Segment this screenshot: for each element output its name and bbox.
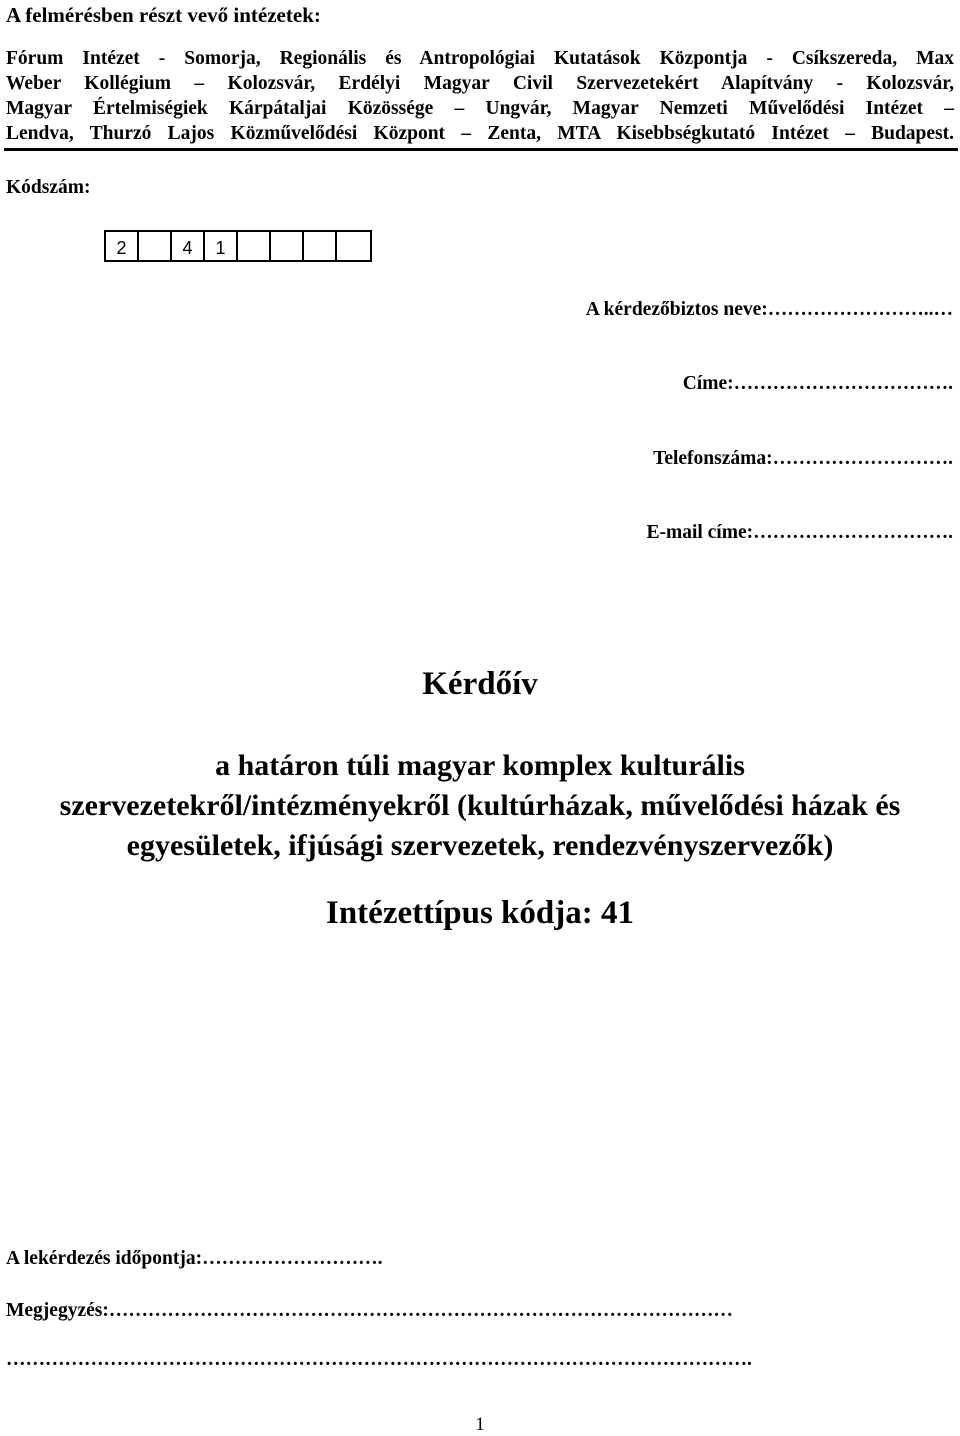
horizontal-rule	[4, 148, 958, 151]
code-boxes	[104, 230, 372, 262]
institution-type-code: Intézettípus kódja: 41	[325, 895, 634, 931]
document-title: Kérdőív	[422, 666, 538, 702]
interviewer-name-field[interactable]: A kérdezőbiztos neve:……………………..…	[585, 299, 953, 320]
code-digit-box[interactable]	[271, 232, 304, 260]
code-digit-box[interactable]: 2	[106, 232, 139, 260]
note-field[interactable]: Megjegyzés:……………………………………………………………………………………	[6, 1300, 733, 1321]
institutions-line: Weber Kollégium – Kolozsvár, Erdélyi Magyar Civil Szervezetekért Alapítvány - Kolozsvár,	[6, 73, 954, 94]
code-digit-box[interactable]: 4	[172, 232, 205, 260]
interviewer-email-field[interactable]: E-mail címe:………………………….	[646, 522, 953, 543]
code-digit-box[interactable]	[139, 232, 172, 260]
institutions-line: Lendva, Thurzó Lajos Közművelődési Központ – Zenta, MTA Kisebbségkutató Intézet – Budapest.	[6, 123, 954, 144]
interviewer-address-field[interactable]: Címe:…………………………….	[682, 373, 953, 394]
subtitle-line: egyesületek, ifjúsági szervezetek, rendezvényszervezők)	[126, 829, 834, 862]
code-digit-box[interactable]	[238, 232, 271, 260]
document-subtitle	[0, 746, 960, 866]
survey-date-field[interactable]: A lekérdezés időpontja:……………………….	[6, 1248, 383, 1269]
note-continuation-field[interactable]: …………………………………………………………………………………………………….	[6, 1349, 752, 1370]
participants-heading: A felmérésben részt vevő intézetek:	[6, 3, 321, 27]
institutions-line: Magyar Értelmiségiek Kárpátaljai Közössége – Ungvár, Magyar Nemzeti Művelődési Intézet –	[6, 98, 954, 119]
code-label: Kódszám:	[6, 177, 91, 198]
institutions-list	[6, 46, 954, 146]
code-digit-box[interactable]	[337, 232, 370, 260]
code-digit-box[interactable]: 1	[205, 232, 238, 260]
code-digit-box[interactable]	[304, 232, 337, 260]
interviewer-phone-field[interactable]: Telefonszáma:……………………….	[653, 448, 953, 469]
subtitle-line: a határon túli magyar komplex kulturális	[215, 749, 745, 782]
institutions-line: Fórum Intézet - Somorja, Regionális és Antropológiai Kutatások Központja - Csíkszereda, Max	[6, 48, 954, 69]
subtitle-line: szervezetekről/intézményekről (kultúrházak, művelődési házak és	[59, 789, 901, 822]
page-number: 1	[475, 1414, 485, 1435]
